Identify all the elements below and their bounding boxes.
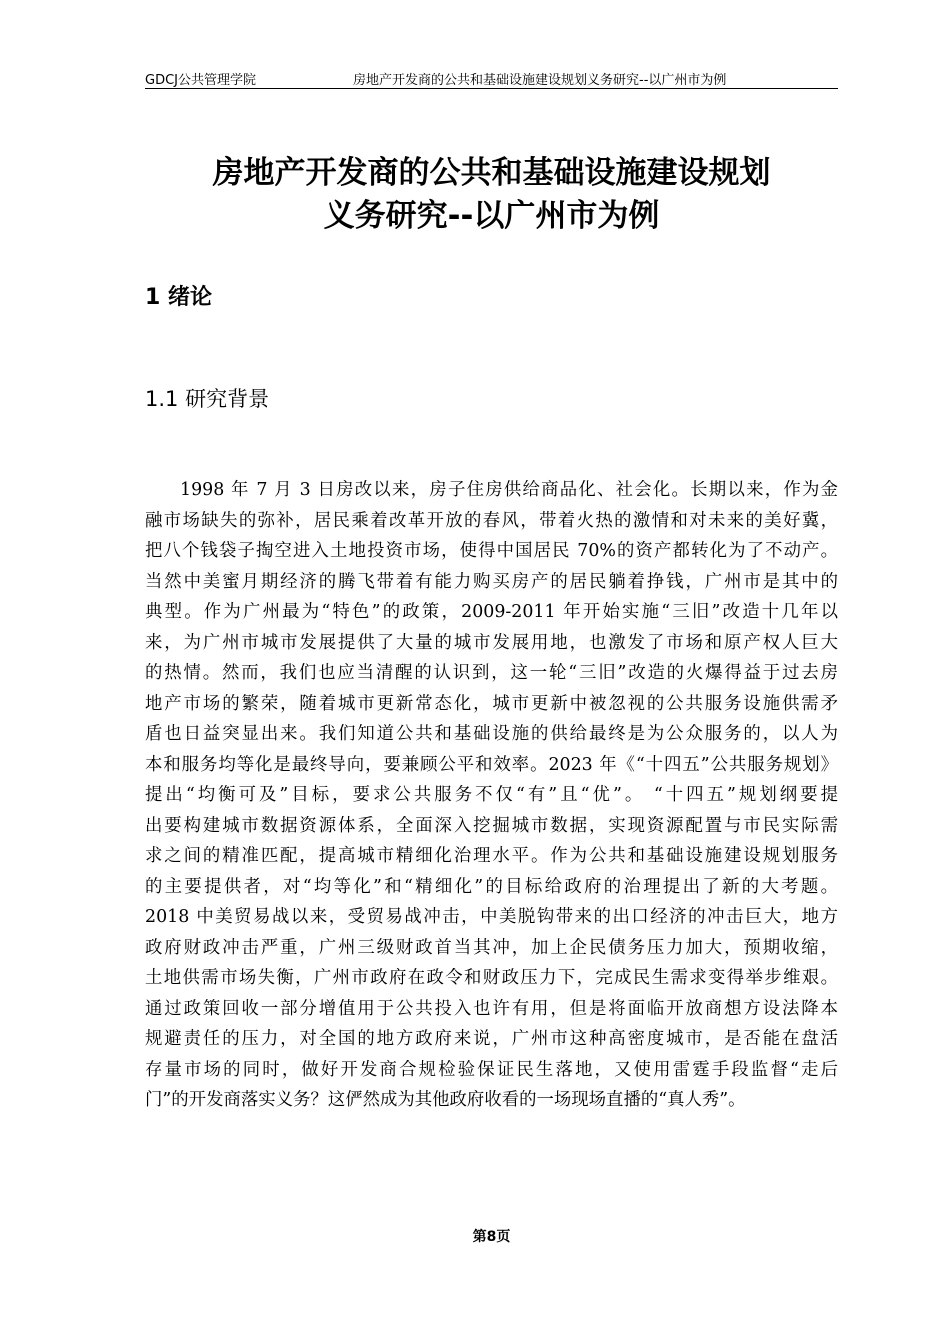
body-line: 盾也日益突显出来。我们知道公共和基础设施的供给最终是为公众服务的，以人为 <box>145 724 838 744</box>
page-number: 第8页 <box>472 1229 511 1245</box>
body-line: 政府财政冲击严重，广州三级财政首当其冲，加上企民债务压力加大，预期收缩， <box>145 937 838 958</box>
body-line: 典型。作为广州最为“特色”的政策，2009-2011 年开始实施“三旧”改造十几年以 <box>145 602 838 622</box>
body-line: 1998 年 7 月 3 日房改以来，房子住房供给商品化、社会化。长期以来，作为金 <box>180 480 838 500</box>
body-line: 求之间的精准匹配，提高城市精细化治理水平。作为公共和基础设施建设规划服务 <box>145 846 838 866</box>
body-line: 来，为广州市城市发展提供了大量的城市发展用地，也激发了市场和原产权人巨大 <box>145 632 838 653</box>
body-line: 把八个钱袋子掏空进入土地投资市场，使得中国居民 70%的资产都转化为了不动产。 <box>145 541 838 561</box>
paper-title-line-1: 房地产开发商的公共和基础设施建设规划 <box>212 155 771 191</box>
body-line: 规避责任的压力，对全国的地方政府来说，广州市这种高密度城市，是否能在盘活 <box>145 1029 838 1049</box>
body-line: 通过政策回收一部分增值用于公共投入也许有用，但是将面临开放商想方设法降本 <box>145 998 838 1019</box>
body-line: 出要构建城市数据资源体系，全面深入挖掘城市数据，实现资源配置与市民实际需 <box>145 815 838 836</box>
body-line: 融市场缺失的弥补，居民乘着改革开放的春风，带着火热的激情和对未来的美好冀， <box>145 510 838 531</box>
body-paragraph <box>145 475 838 1116</box>
body-line: 门”的开发商落实义务？这俨然成为其他政府收看的一场现场直播的“真人秀”。 <box>145 1090 746 1110</box>
body-line: 地产市场的繁荣，随着城市更新常态化，城市更新中被忽视的公共服务设施供需矛 <box>145 693 838 714</box>
body-line: 的热情。然而，我们也应当清醒的认识到，这一轮“三旧”改造的火爆得益于过去房 <box>145 663 838 683</box>
body-line: 的主要提供者，对“均等化”和“精细化”的目标给政府的治理提出了新的大考题。 <box>145 876 838 897</box>
body-line: 提出“均衡可及”目标，要求公共服务不仅“有”且“优”。 “十四五”规划纲要提 <box>145 785 838 805</box>
subsection-heading: 1.1 研究背景 <box>145 387 270 411</box>
body-line: 土地供需市场失衡，广州市政府在政令和财政压力下，完成民生需求变得举步维艰。 <box>145 968 838 988</box>
body-line: 存量市场的同时，做好开发商合规检验保证民生落地，又使用雷霆手段监督“走后 <box>145 1059 838 1080</box>
paper-title-line-2: 义务研究--以广州市为例 <box>323 198 660 234</box>
header-paper-title: 房地产开发商的公共和基础设施建设规划义务研究--以广州市为例 <box>353 73 727 88</box>
header-institution: GDCJ公共管理学院 <box>145 73 256 88</box>
running-header <box>145 66 838 89</box>
body-line: 2018 中美贸易战以来，受贸易战冲击，中美脱钩带来的出口经济的冲击巨大，地方 <box>145 907 838 927</box>
body-line: 本和服务均等化是最终导向，要兼顾公平和效率。2023 年《“十四五”公共服务规划》 <box>145 754 838 775</box>
section-heading: 1 绪论 <box>145 285 212 310</box>
body-line: 当然中美蜜月期经济的腾飞带着有能力购买房产的居民躺着挣钱，广州市是其中的 <box>145 571 838 592</box>
paper-title <box>145 152 838 238</box>
